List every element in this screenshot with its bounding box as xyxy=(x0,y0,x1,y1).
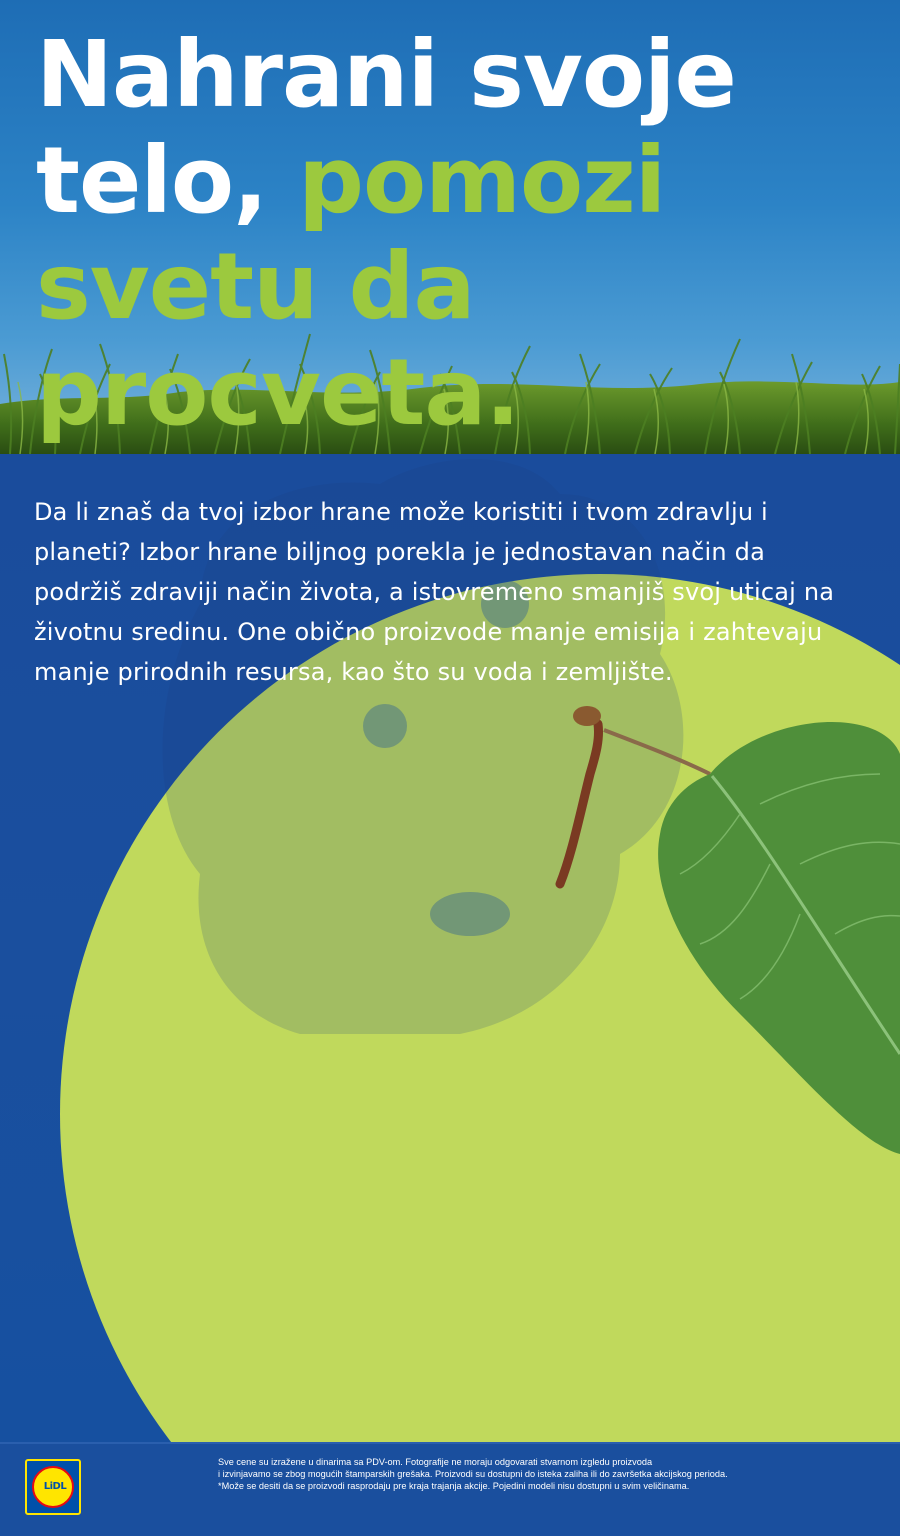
headline-white-part: telo, xyxy=(36,127,299,234)
hero-banner xyxy=(0,0,900,454)
footer xyxy=(0,1442,900,1536)
headline-green-part: pomozi xyxy=(298,127,666,234)
headline-line-3: svetu da xyxy=(36,233,475,340)
lidl-logo[interactable] xyxy=(25,1459,81,1515)
logo-text: LiDL xyxy=(43,1481,67,1492)
logo-circle xyxy=(32,1466,74,1508)
disclaimer xyxy=(218,1456,858,1492)
content-area xyxy=(0,454,900,1442)
disclaimer-line: i izvinjavamo se zbog mogućih štamparskih grešaka. Proizvodi su dostupni do isteka zaliha ili do završetka akcijskog perioda. xyxy=(218,1469,728,1479)
disclaimer-line: *Može se desiti da se proizvodi rasprodaju pre kraja trajanja akcije. Pojedini modeli nisu dostupni u svim veličinama. xyxy=(218,1481,690,1491)
headline-line-4: procveta. xyxy=(36,339,520,446)
body-paragraph: Da li znaš da tvoj izbor hrane može koristiti i tvom zdravlju i planeti? Izbor hrane biljnog porekla je jednostavan način da podržiš zdraviji način života, a istovremeno smanjiš svoj uticaj na životnu sredinu. One obično proizvode manje emisija i zahtevaju manje prirodnih resursa, kao što su voda i zemljište. xyxy=(34,498,835,686)
headline xyxy=(36,22,756,446)
headline-line-1: Nahrani svoje xyxy=(36,21,736,128)
disclaimer-line: Sve cene su izražene u dinarima sa PDV-om. Fotografije ne moraju odgovarati stvarnom izgledu proizvoda xyxy=(218,1457,653,1467)
